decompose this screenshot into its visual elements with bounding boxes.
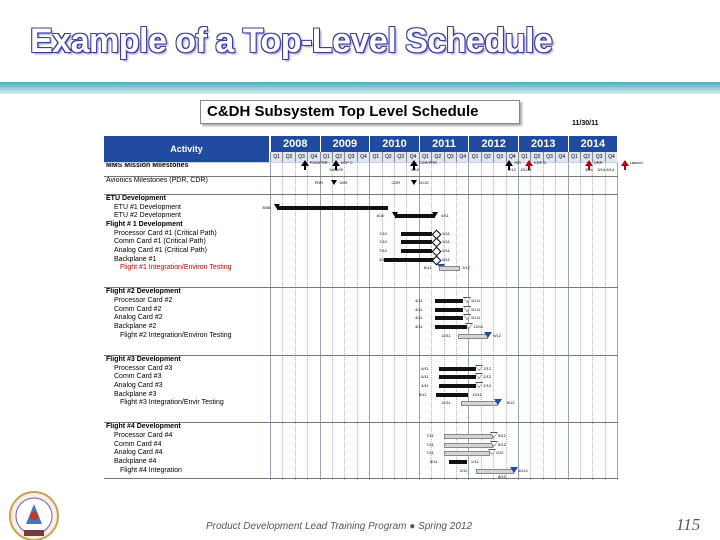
milestone-triangle — [463, 297, 471, 303]
quarter-2013-Q4: Q4 — [555, 152, 567, 162]
quarter-2008-Q3: Q3 — [295, 152, 307, 162]
date-label: 11/10 — [418, 179, 429, 185]
milestone-triangle — [490, 432, 498, 438]
milestone-arrow-stem — [624, 166, 626, 170]
date-label: 6/12 — [506, 400, 515, 406]
grid-line — [320, 162, 321, 480]
date-label: PDR/PRR — [309, 160, 328, 165]
quarter-2014-Q2: Q2 — [580, 152, 592, 162]
gantt-bar — [439, 384, 476, 388]
milestone-arrow-stem — [304, 166, 306, 170]
activity-label: Processor Card #1 (Critical Path) — [114, 229, 217, 237]
schedule-title-box — [200, 100, 520, 124]
grid-line — [282, 162, 283, 480]
activity-row — [104, 333, 618, 342]
date-label: 7/11 — [426, 432, 434, 438]
year-2011: 2011 — [419, 136, 469, 152]
quarter-2013-Q2: Q2 — [530, 152, 542, 162]
quarter-2012-Q2: Q2 — [481, 152, 493, 162]
activity-label: Comm Card #3 — [114, 373, 162, 381]
gantt-bar — [436, 393, 468, 397]
gantt-bar — [401, 232, 432, 236]
milestone-pdr — [331, 180, 337, 185]
date-label: 2/12 — [508, 167, 516, 172]
quarter-2012-Q1: Q1 — [468, 152, 480, 162]
date-label: 4/11 — [415, 324, 423, 330]
quarter-2012-Q4: Q4 — [506, 152, 518, 162]
quarter-2009-Q3: Q3 — [344, 152, 356, 162]
quarter-2012-Q3: Q3 — [493, 152, 505, 162]
date-label: 5/11 — [442, 239, 450, 245]
activity-label: Processor Card #3 — [114, 364, 173, 372]
quarter-2011-Q3: Q3 — [444, 152, 456, 162]
date-label: 2/12 — [459, 467, 468, 473]
activity-label: Backplane #2 — [114, 323, 157, 331]
date-label: 3/10 — [379, 256, 387, 262]
quarter-2010-Q4: Q4 — [406, 152, 418, 162]
date-label: SIR — [514, 160, 521, 165]
date-label: 5/11 — [442, 248, 450, 254]
date-label: 5/12 — [493, 332, 501, 338]
activity-row — [104, 298, 618, 307]
grid-line — [406, 162, 407, 480]
activity-label: Flight #3 Development — [106, 355, 181, 363]
activity-row — [104, 315, 618, 324]
activity-label: Backplane #3 — [114, 390, 157, 398]
grid-line — [357, 162, 358, 480]
row-separator — [104, 478, 618, 479]
date-label: 2/12 — [483, 365, 492, 371]
grid-line — [456, 162, 457, 480]
grid-line — [568, 162, 569, 480]
quarter-2010-Q1: Q1 — [369, 152, 381, 162]
row-separator — [104, 422, 618, 423]
grid-line — [555, 162, 556, 480]
date-label: 3/14 — [584, 167, 593, 172]
date-label: 7/11 — [426, 450, 434, 456]
row-separator — [104, 287, 618, 288]
activity-label: Flight #2 Integration/Environ Testing — [120, 331, 232, 339]
date-label: 4/11 — [441, 213, 449, 219]
milestone-triangle — [490, 441, 498, 447]
activity-row — [104, 442, 618, 451]
grid-line — [344, 162, 345, 480]
gantt-bar — [461, 401, 498, 406]
gantt-bar — [435, 299, 464, 303]
schedule-title: C&DH Subsystem Top Level Schedule — [207, 103, 479, 120]
milestone-triangle — [475, 373, 483, 379]
activity-label: Comm Card #4 — [114, 440, 162, 448]
date-label: 5/05/09 — [329, 167, 343, 172]
date-label: 8/08 — [262, 204, 271, 210]
activity-label: Comm Card #2 — [114, 305, 162, 313]
gantt-bar — [435, 325, 467, 329]
quarter-2010-Q3: Q3 — [394, 152, 406, 162]
date-label: 5/12 — [498, 432, 506, 438]
date-label: CDR — [391, 179, 401, 185]
gantt-bar — [449, 460, 468, 464]
activity-row — [104, 307, 618, 316]
date-label: 5/12 — [498, 441, 506, 447]
activity-label: Comm Card #1 (Critical Path) — [114, 238, 206, 246]
date-label: 6/11 — [423, 265, 432, 271]
activity-label: Backplane #4 — [114, 458, 157, 466]
grid-line — [592, 162, 593, 480]
milestone-triangle — [463, 314, 471, 320]
quarter-2011-Q1: Q1 — [419, 152, 431, 162]
activity-row — [104, 366, 618, 375]
milestone-triangle — [475, 365, 483, 371]
date-label: 7/10 — [379, 239, 387, 245]
quarter-2013-Q1: Q1 — [518, 152, 530, 162]
activity-header: Activity — [104, 136, 269, 162]
date-label: 4/11 — [421, 382, 429, 388]
year-2013: 2013 — [518, 136, 568, 152]
activity-label: Flight #1 Integration/Environ Testing — [120, 264, 232, 272]
gantt-bar — [439, 367, 476, 371]
quarter-2009-Q1: Q1 — [320, 152, 332, 162]
slide-title: Example of a Top-Level Schedule — [30, 22, 553, 60]
activity-label: Analog Card #3 — [114, 381, 163, 389]
date-label: KDP C — [340, 160, 353, 165]
quarter-2014-Q3: Q3 — [592, 152, 604, 162]
activity-row — [104, 450, 618, 459]
row-separator — [104, 355, 618, 356]
activity-row — [104, 196, 618, 205]
activity-label: Flight #4 Development — [106, 423, 181, 431]
activity-label: Processor Card #2 — [114, 297, 173, 305]
date-label: 2/1/12 — [520, 167, 532, 172]
activity-row — [104, 468, 618, 477]
row-separator — [104, 194, 618, 195]
activity-row — [104, 433, 618, 442]
date-label: 2/12 — [483, 382, 492, 388]
date-label: 6/10 — [376, 213, 385, 219]
year-2008: 2008 — [270, 136, 320, 152]
activity-label: Analog Card #1 (Critical Path) — [114, 247, 207, 255]
quarter-2014-Q1: Q1 — [568, 152, 580, 162]
year-2009: 2009 — [320, 136, 370, 152]
grid-line — [518, 162, 519, 480]
date-label: 3/14 6/14 — [597, 167, 615, 172]
grid-line — [580, 162, 581, 480]
grid-line — [605, 162, 606, 480]
date-label: 12/11 — [472, 391, 482, 397]
date-label: 6/11 — [421, 374, 429, 380]
date-label: KDP D — [534, 160, 547, 165]
activity-label: ETU #2 Development — [114, 212, 181, 220]
date-label: 4/12 — [495, 450, 504, 456]
quarter-2014-Q4: Q4 — [605, 152, 617, 162]
date-label: 4/11 — [415, 306, 423, 312]
footer-text: Product Development Lead Training Program ● Spring 2012 — [206, 521, 473, 532]
grid-line — [394, 162, 395, 480]
activity-row — [104, 400, 618, 409]
activity-label: Analog Card #4 — [114, 449, 163, 457]
date-label: 8/11 — [429, 459, 438, 465]
activity-label: MMS Mission Milestones — [106, 162, 189, 169]
date-label: 5/11 — [418, 391, 427, 397]
date-label: 3/09 — [339, 179, 348, 185]
grid-line — [295, 162, 296, 480]
activity-label: Flight # 1 Development — [106, 221, 183, 228]
activity-row — [104, 265, 618, 274]
date-label: 11/11 — [470, 298, 481, 304]
date-label: Launch — [629, 160, 643, 165]
activity-row — [104, 383, 618, 392]
date-label: 11/11 — [441, 400, 451, 406]
milestone-triangle — [475, 382, 483, 388]
date-label: 8/11 — [442, 256, 450, 262]
grid-line — [617, 162, 618, 480]
date-label: 7/10 — [379, 248, 387, 254]
date-label: ORR — [593, 160, 603, 165]
program-seal-logo — [4, 486, 64, 540]
activity-row — [104, 248, 618, 257]
grid-line — [481, 162, 482, 480]
activity-label: ETU Development — [106, 194, 166, 202]
quarter-2011-Q2: Q2 — [431, 152, 443, 162]
page-number: 115 — [676, 515, 701, 534]
year-2014: 2014 — [568, 136, 618, 152]
activity-row — [104, 424, 618, 433]
quarter-2008-Q2: Q2 — [282, 152, 294, 162]
gantt-bar — [439, 375, 476, 379]
milestone-triangle — [463, 306, 471, 312]
gantt-bar — [401, 240, 432, 244]
grid-line — [369, 162, 370, 480]
activity-row — [104, 289, 618, 298]
quarter-2010-Q2: Q2 — [382, 152, 394, 162]
quarter-2013-Q3: Q3 — [543, 152, 555, 162]
gantt-bar — [401, 249, 432, 253]
activity-label: Flight #4 Integration — [120, 466, 182, 474]
activity-label: Avionics Milestones (PDR, CDR) — [106, 176, 208, 184]
grid-line — [468, 162, 469, 480]
date-label: 11/11 — [470, 306, 481, 312]
date-label: CDR/PRR — [418, 160, 438, 165]
header-band — [0, 82, 720, 94]
grid-line — [332, 162, 333, 480]
date-label: 7/11 — [426, 441, 434, 447]
activity-label: Flight #3 Integration/Envir Testing — [120, 399, 224, 407]
quarter-2009-Q2: Q2 — [332, 152, 344, 162]
schedule-date: 11/30/11 — [572, 120, 599, 127]
date-label: 2/12 — [462, 265, 470, 271]
grid-line — [270, 162, 271, 480]
date-label: 5/11 — [442, 230, 450, 236]
activity-label: Processor Card #4 — [114, 431, 173, 439]
activity-label: Flight #2 Development — [106, 288, 181, 296]
date-label: 12/11 — [473, 324, 484, 330]
date-label: 7/10 — [379, 230, 387, 236]
gantt-bar — [435, 308, 464, 312]
gantt-bar — [444, 443, 493, 448]
milestone-triangle — [488, 449, 496, 455]
grid-line — [382, 162, 383, 480]
row-separator — [104, 176, 618, 177]
activity-row — [104, 357, 618, 366]
milestone-triangle-blue — [494, 399, 502, 405]
date-label: 2/12 — [483, 374, 492, 380]
gantt-bar — [476, 469, 514, 474]
date-label: 11/12 — [518, 467, 528, 473]
milestone-triangle — [465, 323, 473, 329]
date-label: 12/11 — [441, 332, 451, 338]
grid-line — [444, 162, 445, 480]
milestone-triangle-blue — [484, 332, 492, 338]
date-label: PDR — [314, 179, 324, 185]
date-label: 8/10 — [411, 167, 420, 172]
gantt-bar — [277, 206, 387, 210]
activity-label: ETU #1 Development — [114, 203, 181, 211]
grid-line — [543, 162, 544, 480]
gantt-bar — [435, 316, 464, 320]
grid-line — [530, 162, 531, 480]
quarter-2008-Q1: Q1 — [270, 152, 282, 162]
grid-line — [307, 162, 308, 480]
quarter-2008-Q4: Q4 — [307, 152, 319, 162]
date-label: 4/11 — [415, 298, 423, 304]
date-label: 4/11 — [415, 315, 423, 321]
quarter-2011-Q4: Q4 — [456, 152, 468, 162]
activity-row — [104, 374, 618, 383]
year-2012: 2012 — [468, 136, 518, 152]
year-2010: 2010 — [369, 136, 419, 152]
date-label: 1/12 — [470, 459, 479, 465]
gantt-bar — [444, 451, 491, 456]
grid-line — [419, 162, 420, 480]
date-label: 8/12 — [498, 473, 506, 479]
gantt-bar — [439, 266, 461, 271]
quarter-2009-Q4: Q4 — [357, 152, 369, 162]
activity-row — [104, 178, 618, 187]
gantt-bar — [395, 214, 435, 218]
gantt-bar — [444, 434, 493, 439]
activity-label: Backplane #1 — [114, 255, 157, 263]
gantt-bar — [384, 258, 434, 262]
date-label: 6/11 — [421, 365, 429, 371]
milestone-triangle — [432, 212, 438, 217]
milestone-cdr — [411, 180, 417, 185]
activity-label: Analog Card #2 — [114, 314, 163, 322]
date-label: 11/11 — [470, 315, 481, 321]
